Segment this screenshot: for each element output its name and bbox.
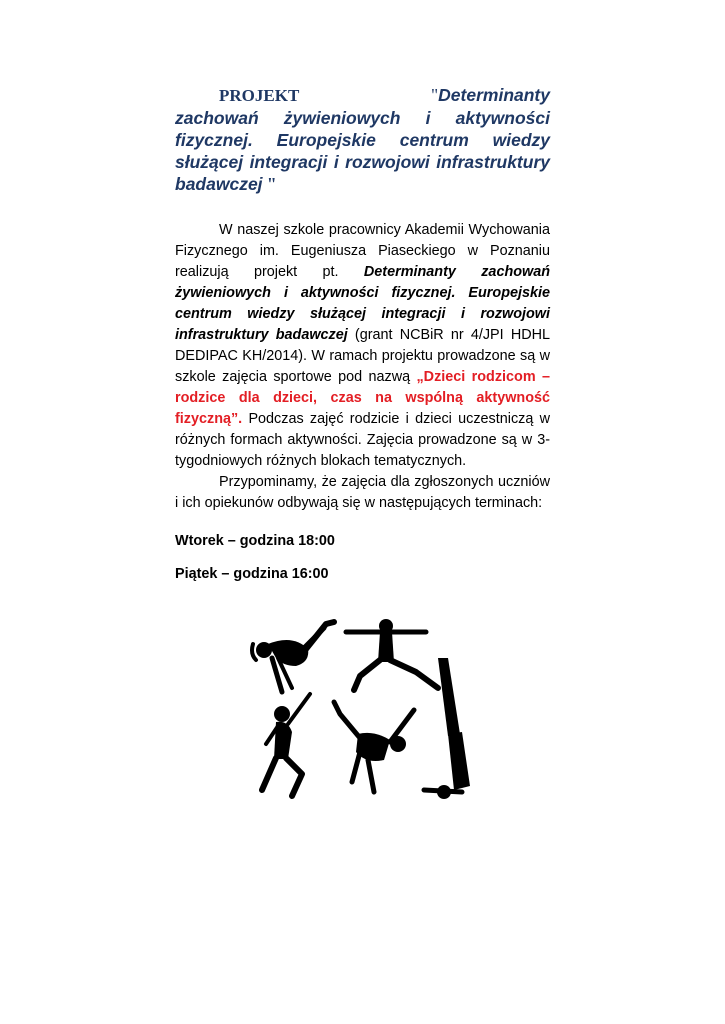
silhouette-warrior bbox=[346, 619, 438, 690]
exercise-silhouettes-image bbox=[248, 614, 478, 804]
schedule-friday: Piątek – godzina 16:00 bbox=[175, 566, 329, 582]
outro-text: Podczas zajęć rodzicie i dzieci uczestniczą w różnych formach aktywności. Zajęcia prowadzone są w 3-tygodniowych różnych blokach tematycznych. bbox=[175, 411, 550, 469]
silhouettes-svg bbox=[248, 614, 478, 804]
silhouette-tumbler bbox=[334, 702, 414, 792]
silhouette-jumper bbox=[262, 694, 310, 796]
intro-text: W naszej szkole pracownicy Akademii Wychowania Fizycznego im. Eugeniusza Piaseckiego w Poznaniu realizują projekt pt. bbox=[175, 222, 550, 280]
silhouette-backbend bbox=[252, 622, 334, 692]
document-content bbox=[175, 84, 550, 582]
project-name-inline: Determinanty zachowań żywieniowych i aktywności fizycznej. Europejskie centrum wiedzy służącej integracji i rozwojowi infrastruktury badawczej bbox=[175, 264, 551, 343]
grant-text: (grant NCBiR nr 4/JPI HDHL DEDIPAC KH/2014). W ramach projektu prowadzone są w szkole zajęcia sportowe pod nazwą bbox=[175, 327, 550, 385]
title-prefix: PROJEKT bbox=[219, 86, 300, 105]
title-close-quote: " bbox=[262, 174, 277, 194]
project-title bbox=[175, 84, 550, 195]
title-open-quote: " bbox=[431, 85, 439, 105]
reminder-paragraph: Przypominamy, że zajęcia dla zgłoszonych uczniów i ich opiekunów odbywają się w następujących terminach: bbox=[175, 474, 550, 511]
title-project-name: Determinanty zachowań żywieniowych i aktywności fizycznej. Europejskie centrum wiedzy służącej integracji i rozwojowi infrastruktury badawczej bbox=[175, 85, 550, 194]
activity-name: „Dzieci rodzicom – rodzice dla dzieci, czas na wspólną aktywność fizyczną”. bbox=[175, 369, 550, 427]
intro-paragraph bbox=[175, 220, 550, 472]
schedule-tuesday: Wtorek – godzina 18:00 bbox=[175, 533, 335, 549]
